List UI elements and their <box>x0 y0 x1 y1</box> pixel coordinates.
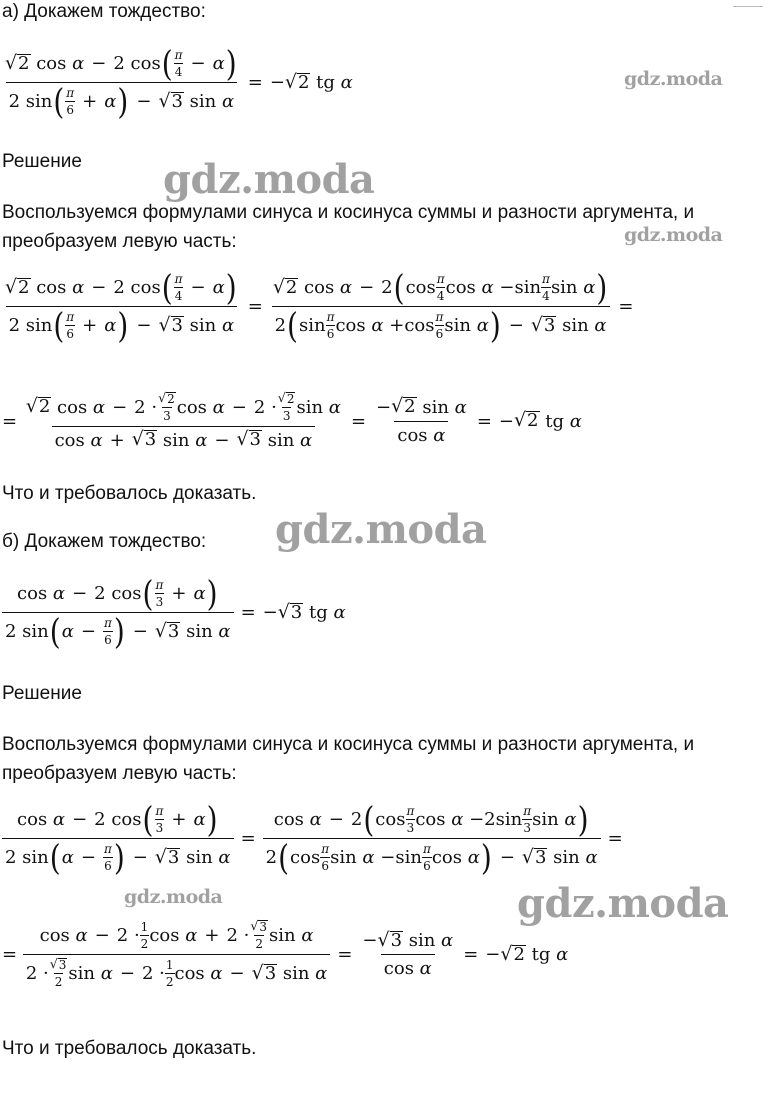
part-b-intro-line2: преобразуем левую часть: <box>2 763 237 784</box>
part-b-conclusion: Что и требовалось доказать. <box>2 1038 257 1059</box>
watermark: gdz.moda <box>163 156 375 203</box>
part-b-header: б) Докажем тождество: <box>2 531 207 552</box>
part-a-conclusion: Что и требовалось доказать. <box>2 483 257 504</box>
part-a-intro-line2: преобразуем левую часть: <box>2 231 237 252</box>
watermark: gdz.moda <box>624 224 723 246</box>
part-a-step1: √ 2 cos α − 2 cos ( π 4 − α ) 2 sin ( π 6 + α ) − √ 3 sin α = √ 2 cos α − 2 ( cos π 4 cos α −sin π 4 sin α ) 2 ( sin π 6 cos α +cos π 6 sin α ) − √ 3 sin α = <box>5 266 634 346</box>
part-a-intro-line1: Воспользуемся формулами синуса и косинуса суммы и разности аргумента, и <box>2 202 695 223</box>
part-b-identity: cos α − 2 cos ( π 3 + α ) 2 sin ( α − $\frac{\pi}{6}$ ) − √ 3 sin α = − √ 3 tg α <box>2 578 346 647</box>
part-a-header: а) Докажем тождество: <box>2 1 206 22</box>
part-a-solution-heading: Решение <box>2 151 82 172</box>
watermark: gdz.moda <box>624 68 723 90</box>
part-b-step1: cos α − 2 cos ( π 3 + α ) 2 sin ( α − $\frac{\pi}{6}$ ) − √ 3 sin α = cos α − 2 ( cos π 3 cos α −2sin π 3 sin α ) 2 ( cos π 6 sin α −sin π 6 cos α ) − √ 3 sin α = <box>2 804 630 873</box>
part-a-step2: = √ 2 cos α − 2 · √ 2 3 cos α − 2 · √ 2 3 sin α cos α + √ 3 sin α − √ 3 sin α = − √ 2 sin α cos α = − √ 2 tg α <box>2 390 582 451</box>
watermark: gdz.moda <box>275 506 487 553</box>
watermark: gdz.moda <box>124 886 223 908</box>
corner-mark <box>733 6 763 13</box>
part-b-intro-line1: Воспользуемся формулами синуса и косинуса суммы и разности аргумента, и <box>2 734 695 755</box>
part-a-identity: √ 2 cos α − 2 cos ( π 4 − α ) 2 sin ( π 6 + α ) − √ 3 sin α = − √ 2 tg α <box>5 42 353 122</box>
watermark: gdz.moda <box>517 880 729 927</box>
part-b-solution-heading: Решение <box>2 683 82 704</box>
part-b-step2: = cos α − 2 · $\frac{1}{2}$ cos α + 2 · √ 3 2 sin α 2 · √ 3 2 sin α − 2 · $\frac{1}{2}$ cos α − √ 3 sin α = − √ 3 sin α cos α = − √ 2 tg α <box>2 918 569 989</box>
